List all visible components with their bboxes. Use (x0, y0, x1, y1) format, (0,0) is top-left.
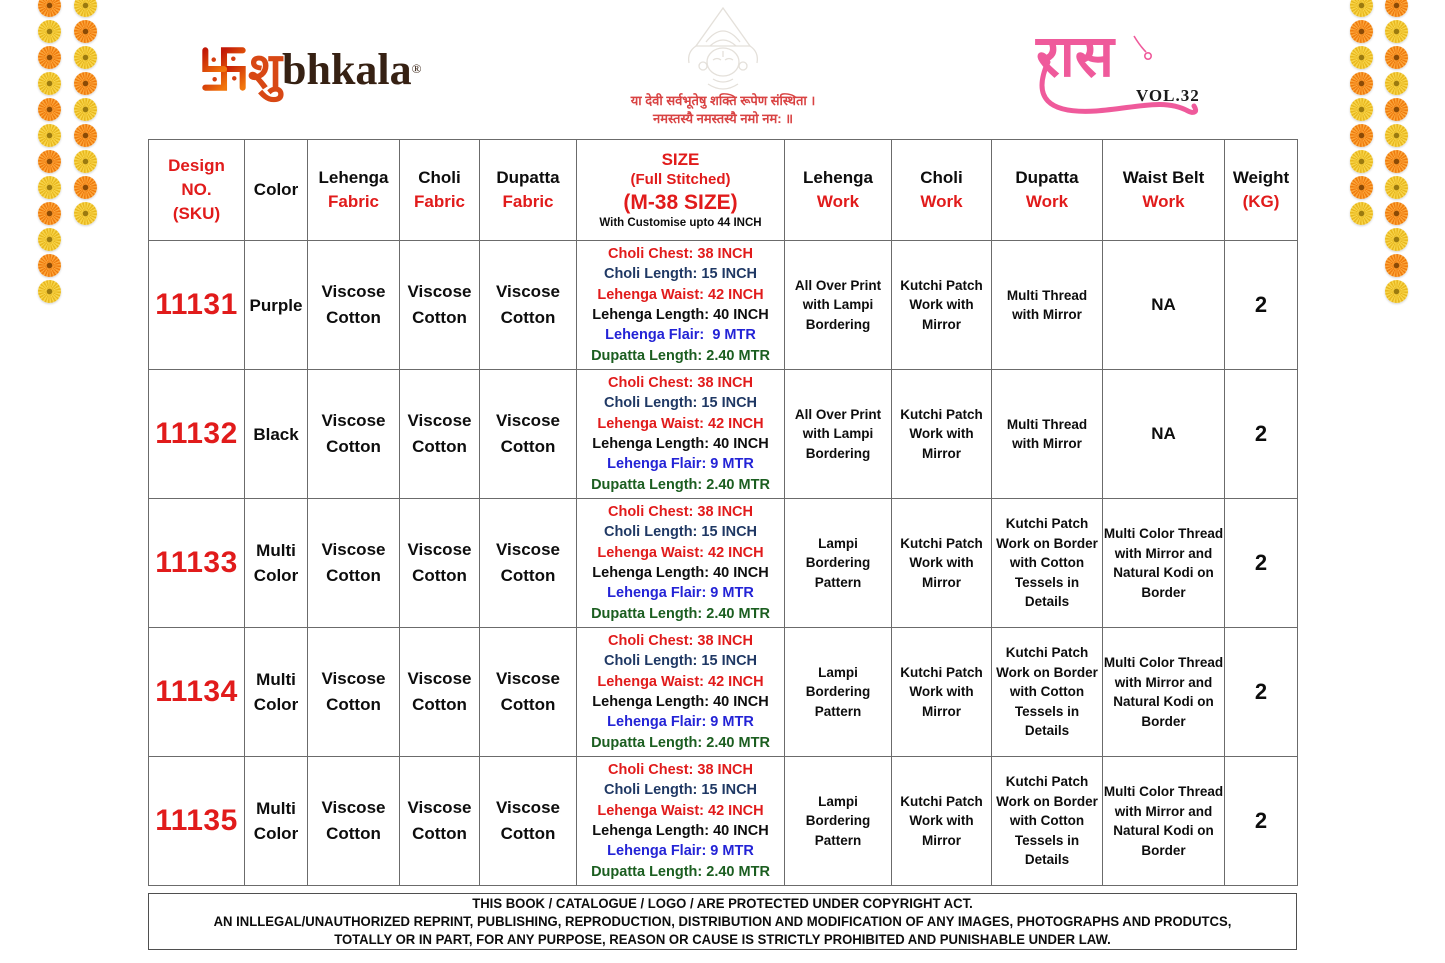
marigold-flower (38, 202, 61, 225)
durga-line-art-icon (658, 4, 788, 94)
size-line: Lehenga Waist: 42 INCH (597, 802, 764, 819)
size-line: Lehenga Waist: 42 INCH (597, 673, 764, 690)
choli-work-cell: Kutchi Patch Work with Mirror (892, 757, 992, 886)
sku-cell: 11131 (149, 241, 245, 370)
header-cell-choli-work (892, 140, 992, 241)
header-cell-size (577, 140, 785, 241)
marigold-flower (74, 176, 97, 199)
color-cell: Multi Color (245, 499, 308, 628)
marigold-flower (74, 72, 97, 95)
volume-label: VOL.32 (1136, 86, 1200, 105)
marigold-garland-left-outer (38, 0, 61, 303)
marigold-flower (1350, 46, 1373, 69)
marigold-flower (74, 20, 97, 43)
marigold-flower (1350, 150, 1373, 173)
sku-cell: 11134 (149, 628, 245, 757)
size-line: Lehenga Waist: 42 INCH (597, 415, 764, 432)
header-line: (KG) (1242, 192, 1280, 211)
weight-cell: 2 (1225, 241, 1298, 370)
dupatta-fabric-cell: Viscose Cotton (480, 499, 577, 628)
header-line: (Full Stitched) (630, 171, 731, 188)
lehenga-work-cell: Lampi Bordering Pattern (785, 628, 892, 757)
size-line: Dupatta Length: 2.40 MTR (591, 347, 770, 364)
dupatta-work-cell: Kutchi Patch Work on Border with Cotton Tessels in Details (992, 628, 1103, 757)
dupatta-fabric-cell: Viscose Cotton (480, 757, 577, 886)
marigold-flower (1385, 72, 1408, 95)
brand-wordmark: bhkala (282, 44, 412, 94)
sku-cell: 11135 (149, 757, 245, 886)
sanskrit-shloka (563, 92, 883, 128)
size-line: Choli Length: 15 INCH (603, 266, 758, 283)
sku-cell: 11133 (149, 499, 245, 628)
marigold-flower (1385, 280, 1408, 303)
shloka-line-2: नमस्तस्यै नमस्तस्यै नमो नम: ॥ (652, 111, 793, 126)
waist-belt-work-cell: Multi Color Thread with Mirror and Natural Kodi on Border (1103, 757, 1225, 886)
copyright-line: TOTALLY OR IN PART, FOR ANY PURPOSE, REASON OR CAUSE IS STRICTLY PROHIBITED AND PUNISHABLE UNDER LAW. (334, 931, 1111, 947)
header-line: Color (253, 180, 299, 199)
marigold-flower (38, 228, 61, 251)
size-cell (577, 370, 785, 499)
lehenga-work-cell: All Over Print with Lampi Bordering (785, 370, 892, 499)
header-cell-lehenga-work (785, 140, 892, 241)
size-line: Dupatta Length: 2.40 MTR (591, 734, 770, 751)
header-line: Design (168, 156, 225, 175)
size-line: Lehenga Waist: 42 INCH (597, 544, 764, 561)
dupatta-work-cell: Kutchi Patch Work on Border with Cotton Tessels in Details (992, 499, 1103, 628)
product-row-11133 (149, 499, 1298, 628)
marigold-garland-right-outer (1385, 0, 1408, 303)
weight-cell: 2 (1225, 499, 1298, 628)
size-line: Choli Length: 15 INCH (603, 653, 758, 670)
waist-belt-work-cell: Multi Color Thread with Mirror and Natural Kodi on Border (1103, 499, 1225, 628)
dupatta-work-cell: Multi Thread with Mirror (992, 370, 1103, 499)
brand-shu-glyph: शु (248, 43, 282, 99)
shubhkala-logo (196, 30, 422, 108)
size-line: Dupatta Length: 2.40 MTR (591, 863, 770, 880)
shloka-line-1: या देवी सर्वभूतेषु शक्ति रूपेण संस्थिता । (630, 93, 816, 108)
header-cell-sku (149, 140, 245, 241)
header-line: Dupatta (496, 168, 560, 187)
copyright-line: THIS BOOK / CATALOGUE / LOGO / ARE PROTECTED UNDER COPYRIGHT ACT. (472, 895, 973, 911)
lehenga-fabric-cell: Viscose Cotton (308, 628, 400, 757)
header-line: Work (816, 192, 860, 211)
swastika-icon (196, 41, 252, 97)
header-line: Lehenga (803, 168, 873, 187)
choli-fabric-cell: Viscose Cotton (400, 499, 480, 628)
lehenga-work-cell: All Over Print with Lampi Bordering (785, 241, 892, 370)
size-line: Lehenga Flair: 9 MTR (607, 585, 754, 602)
marigold-flower (1350, 202, 1373, 225)
marigold-flower (38, 98, 61, 121)
registered-mark: ® (411, 61, 422, 76)
marigold-flower (1385, 254, 1408, 277)
marigold-flower (38, 176, 61, 199)
dupatta-work-cell: Kutchi Patch Work on Border with Cotton Tessels in Details (992, 757, 1103, 886)
marigold-flower (74, 202, 97, 225)
marigold-flower (38, 124, 61, 147)
header-line: Fabric (327, 192, 380, 211)
marigold-flower (1385, 202, 1408, 225)
dupatta-fabric-cell: Viscose Cotton (480, 628, 577, 757)
size-line: Choli Chest: 38 INCH (607, 245, 753, 262)
size-line: Lehenga Length: 40 INCH (592, 565, 769, 581)
weight-cell: 2 (1225, 628, 1298, 757)
size-line: Dupatta Length: 2.40 MTR (591, 605, 770, 622)
marigold-flower (74, 46, 97, 69)
marigold-flower (1385, 124, 1408, 147)
marigold-flower (1350, 20, 1373, 43)
size-line: Lehenga Length: 40 INCH (592, 823, 769, 839)
header-line: Fabric (502, 192, 554, 211)
size-line: Lehenga Flair: 9 MTR (607, 843, 754, 860)
lehenga-fabric-cell: Viscose Cotton (308, 499, 400, 628)
header-line: Dupatta (1015, 168, 1079, 187)
header-line: Choli (418, 168, 461, 187)
header-line: Work (1025, 192, 1069, 211)
header-line: Choli (920, 168, 963, 187)
size-line: Dupatta Length: 2.40 MTR (591, 476, 770, 493)
header-line: (M-38 SIZE) (623, 191, 738, 214)
size-line: Lehenga Waist: 42 INCH (597, 286, 764, 303)
header-line: Waist Belt (1122, 168, 1205, 187)
color-cell: Multi Color (245, 628, 308, 757)
size-line: Choli Length: 15 INCH (603, 524, 758, 541)
marigold-flower (1350, 72, 1373, 95)
choli-work-cell: Kutchi Patch Work with Mirror (892, 499, 992, 628)
marigold-flower (38, 254, 61, 277)
copyright-notice (148, 893, 1297, 950)
raas-wordmark: रास (1036, 22, 1114, 90)
color-cell: Black (245, 370, 308, 499)
marigold-flower (38, 150, 61, 173)
marigold-flower (1350, 124, 1373, 147)
marigold-flower (1385, 228, 1408, 251)
header-line: Weight (1232, 168, 1290, 187)
marigold-flower (38, 20, 61, 43)
marigold-flower (1385, 20, 1408, 43)
size-line: Choli Chest: 38 INCH (607, 503, 753, 520)
marigold-flower (74, 0, 97, 17)
copyright-line: AN INLLEGAL/UNAUTHORIZED REPRINT, PUBLISHING, REPRODUCTION, DISTRIBUTION AND MODIFICATION OF ANY IMAGES, PHOTOGRAPHS AND PRODUTCS, (213, 913, 1232, 929)
header-line: SIZE (661, 150, 700, 169)
header-cell-color (245, 140, 308, 241)
lehenga-fabric-cell: Viscose Cotton (308, 370, 400, 499)
size-line: Lehenga Flair: 9 MTR (605, 327, 756, 344)
dupatta-work-cell: Multi Thread with Mirror (992, 241, 1103, 370)
waist-belt-work-cell: NA (1103, 241, 1225, 370)
choli-work-cell: Kutchi Patch Work with Mirror (892, 370, 992, 499)
marigold-flower (74, 150, 97, 173)
choli-fabric-cell: Viscose Cotton (400, 757, 480, 886)
lehenga-fabric-cell: Viscose Cotton (308, 241, 400, 370)
color-cell: Multi Color (245, 757, 308, 886)
header-cell-dupatta-fabric (480, 140, 577, 241)
weight-cell: 2 (1225, 370, 1298, 499)
marigold-flower (1350, 98, 1373, 121)
size-line: Choli Chest: 38 INCH (607, 632, 753, 649)
marigold-flower (38, 280, 61, 303)
marigold-flower (1350, 0, 1373, 17)
dupatta-fabric-cell: Viscose Cotton (480, 370, 577, 499)
raas-logo (1018, 14, 1213, 126)
header-line: Work (920, 192, 963, 211)
waist-belt-work-cell: NA (1103, 370, 1225, 499)
size-line: Choli Length: 15 INCH (603, 395, 758, 412)
size-line: Lehenga Length: 40 INCH (592, 694, 769, 710)
marigold-flower (74, 124, 97, 147)
marigold-flower (1385, 0, 1408, 17)
choli-work-cell: Kutchi Patch Work with Mirror (892, 628, 992, 757)
header-cell-waist-belt-work (1103, 140, 1225, 241)
product-row-11135 (149, 757, 1298, 886)
lehenga-work-cell: Lampi Bordering Pattern (785, 757, 892, 886)
header-line: With Customise upto 44 INCH (599, 217, 762, 229)
marigold-flower (1385, 46, 1408, 69)
lehenga-fabric-cell: Viscose Cotton (308, 757, 400, 886)
size-cell (577, 628, 785, 757)
marigold-flower (1350, 176, 1373, 199)
size-cell (577, 757, 785, 886)
header-line: Work (1142, 192, 1185, 211)
marigold-flower (1385, 176, 1408, 199)
marigold-flower (38, 0, 61, 17)
header-cell-weight (1225, 140, 1298, 241)
size-line: Lehenga Flair: 9 MTR (607, 714, 754, 731)
dupatta-fabric-cell: Viscose Cotton (480, 241, 577, 370)
choli-work-cell: Kutchi Patch Work with Mirror (892, 241, 992, 370)
marigold-flower (38, 46, 61, 69)
header-cell-choli-fabric (400, 140, 480, 241)
choli-fabric-cell: Viscose Cotton (400, 241, 480, 370)
size-line: Choli Chest: 38 INCH (607, 761, 753, 778)
header-line: Lehenga (318, 168, 389, 187)
product-row-11132 (149, 370, 1298, 499)
header-cell-lehenga-fabric (308, 140, 400, 241)
choli-fabric-cell: Viscose Cotton (400, 370, 480, 499)
sku-cell: 11132 (149, 370, 245, 499)
header-line: (SKU) (172, 204, 221, 223)
product-row-11134 (149, 628, 1298, 757)
marigold-garland-right-inner (1350, 0, 1373, 225)
size-cell (577, 499, 785, 628)
product-row-11131 (149, 241, 1298, 370)
marigold-garland-left-inner (74, 0, 97, 225)
waist-belt-work-cell: Multi Color Thread with Mirror and Natural Kodi on Border (1103, 628, 1225, 757)
header-line: NO. (181, 180, 212, 199)
size-line: Choli Length: 15 INCH (603, 782, 758, 799)
size-cell (577, 241, 785, 370)
weight-cell: 2 (1225, 757, 1298, 886)
size-line: Lehenga Flair: 9 MTR (607, 456, 754, 473)
header-cell-dupatta-work (992, 140, 1103, 241)
marigold-flower (1385, 98, 1408, 121)
marigold-flower (1385, 150, 1408, 173)
marigold-flower (74, 98, 97, 121)
size-line: Lehenga Length: 40 INCH (592, 307, 769, 323)
product-spec-table (148, 139, 1298, 886)
color-cell: Purple (245, 241, 308, 370)
header-line: Fabric (413, 192, 466, 211)
table-header-row (149, 140, 1298, 241)
choli-fabric-cell: Viscose Cotton (400, 628, 480, 757)
size-line: Choli Chest: 38 INCH (607, 374, 753, 391)
size-line: Lehenga Length: 40 INCH (592, 436, 769, 452)
marigold-flower (38, 72, 61, 95)
lehenga-work-cell: Lampi Bordering Pattern (785, 499, 892, 628)
